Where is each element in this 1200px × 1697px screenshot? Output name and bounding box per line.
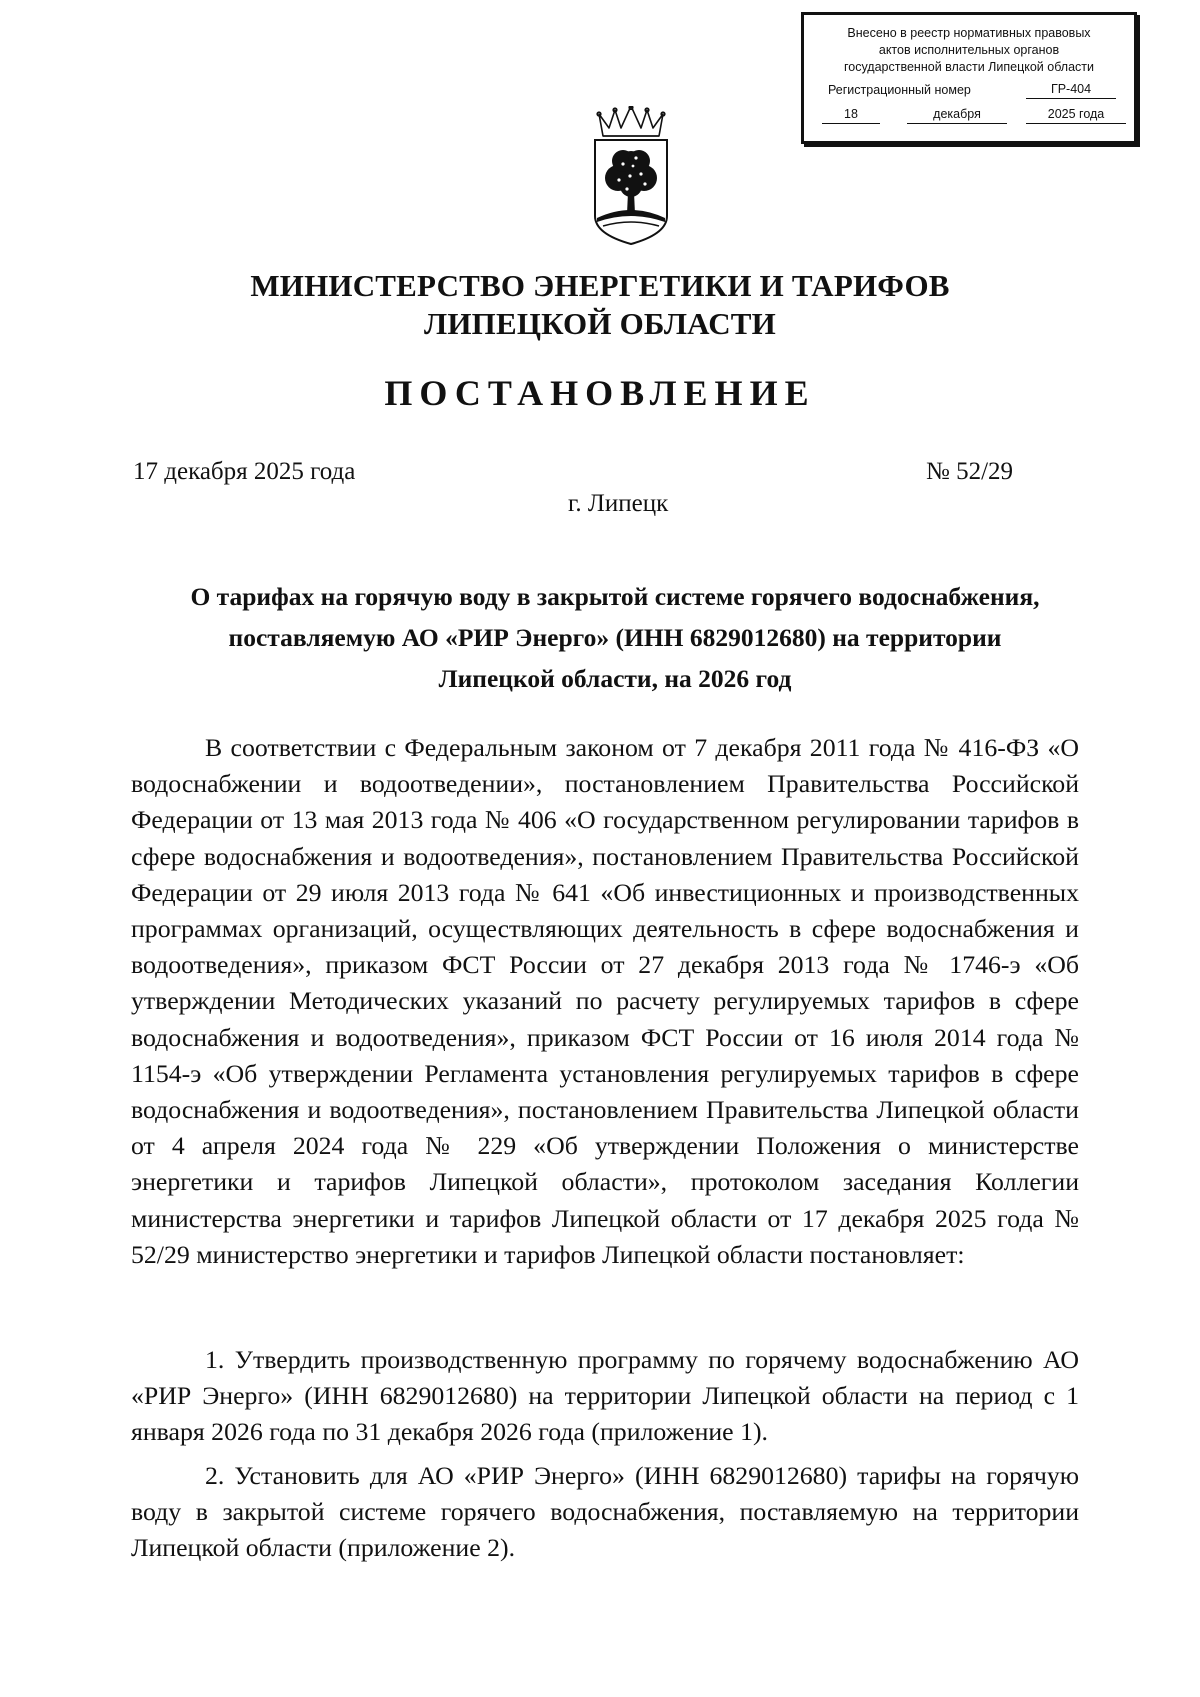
body-paragraph-item-1: 1. Утвердить производственную программу по горячему водоснабжению АО «РИР Энерго» (ИНН 6829012680) на территории Липецкой области на период с 1 января 2026 года по 31 декабря 2026 года (приложение 1). <box>131 1345 1079 1447</box>
stamp-line-3: государственной власти Липецкой области <box>843 60 1095 74</box>
stamp-month: декабря <box>907 106 1007 124</box>
ministry-name-line-1: МИНИСТЕРСТВО ЭНЕРГЕТИКИ И ТАРИФОВ <box>250 268 950 303</box>
document-date: 17 декабря 2025 года <box>133 458 356 485</box>
body-paragraph-item-2: 2. Установить для АО «РИР Энерго» (ИНН 6829012680) тарифы на горячую воду в закрытой системе горячего водоснабжения, поставляемую на территории Липецкой области (приложение 2). <box>131 1461 1079 1563</box>
stamp-year: 2025 года <box>1026 106 1126 124</box>
stamp-line-2: актов исполнительных органов <box>878 43 1060 57</box>
stamp-reg-number: ГР-404 <box>1026 81 1116 99</box>
document-type: ПОСТАНОВЛЕНИЕ <box>384 373 816 413</box>
registry-stamp <box>801 12 1137 144</box>
document-number: № 52/29 <box>926 458 1014 485</box>
document-title-line-2: поставляемую АО «РИР Энерго» (ИНН 6829012680) на территории <box>228 623 1002 652</box>
document-city: г. Липецк <box>568 490 669 517</box>
ministry-name-line-2: ЛИПЕЦКОЙ ОБЛАСТИ <box>424 306 776 341</box>
stamp-day: 18 <box>822 106 880 124</box>
document-title-line-1: О тарифах на горячую воду в закрытой системе горячего водоснабжения, <box>190 582 1040 611</box>
stamp-line-1: Внесено в реестр нормативных правовых <box>847 26 1091 40</box>
lipetsk-coat-of-arms-icon <box>589 106 673 246</box>
body-paragraph-preamble: В соответствии с Федеральным законом от 7 декабря 2011 года № 416-ФЗ «О водоснабжении и водоотведении», постановлением Правительства Российской Федерации от 13 мая 2013 года № 406 «О государственном регулировании тарифов в сфере водоснабжения и водоотведения», постановлением Правительства Российской Федерации от 29 июля 2013 года № 641 «Об инвестиционных и производственных программах организаций, осуществляющих деятельность в сфере водоснабжения и водоотведения», приказом ФСТ России от 27 декабря 2013 года № 1746-э «Об утверждении Методических указаний по расчету регулируемых тарифов в сфере водоснабжения и водоотведения», приказом ФСТ России от 16 июля 2014 года № 1154-э «Об утверждении Регламента установления регулируемых тарифов в сфере водоснабжения и водоотведения», постановлением Правительства Липецкой области от 4 апреля 2024 года № 229 «Об утверждении Положения о министерстве энергетики и тарифов Липецкой области», протоколом заседания Коллегии министерства энергетики и тарифов Липецкой области от 17 декабря 2025 года № 52/29 министерство энергетики и тарифов Липецкой области постановляет: <box>131 733 1079 1269</box>
stamp-reg-label: Регистрационный номер <box>828 83 971 97</box>
document-title-line-3: Липецкой области, на 2026 год <box>438 664 792 693</box>
